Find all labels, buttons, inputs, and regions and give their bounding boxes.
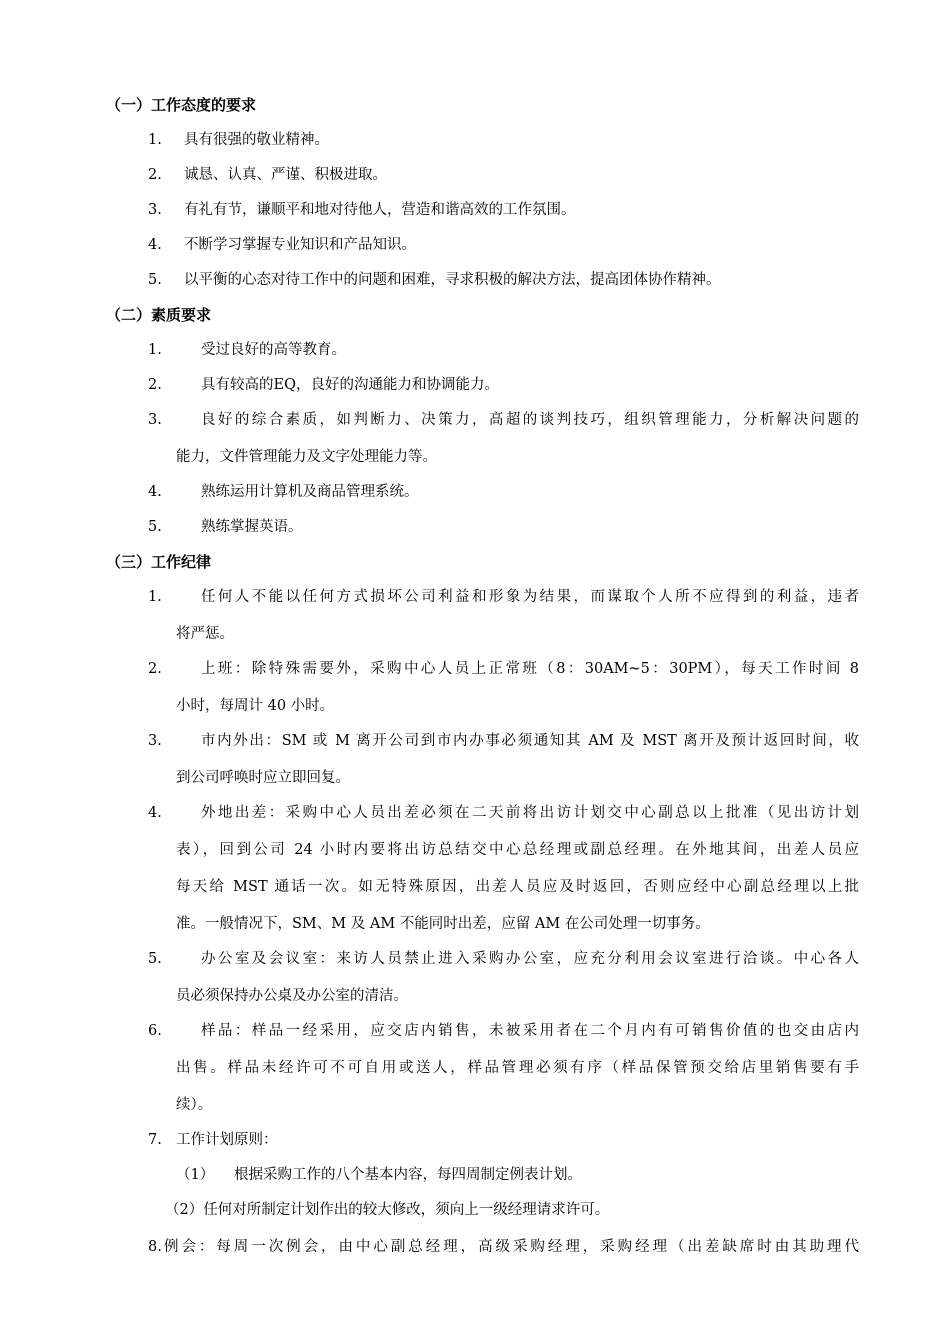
s1-item-2-text: 诚恳、认真、严谨、积极进取。 [184, 167, 387, 183]
s1-item-4-text: 不断学习掌握专业知识和产品知识。 [184, 237, 416, 253]
section-3-title: （三）工作纪律 [106, 553, 212, 571]
s3-item-5-num: 5. [148, 951, 162, 967]
s2-item-3-num: 3. [148, 412, 162, 428]
s1-item-3-text: 有礼有节，谦顺平和地对待他人，营造和谐高效的工作氛围。 [184, 202, 576, 218]
s3-item-7-num: 7. [148, 1132, 162, 1148]
s3-item-8-text: 例会：每周一次例会，由中心副总经理，高级采购经理，采购经理（出差缺席时由其助理代 [164, 1239, 859, 1255]
s3-item-2-num: 2. [148, 661, 162, 677]
s3-item-4-line-1: 外地出差：采购中心人员出差必须在二天前将出访计划交中心副总以上批准（见出访计划 [201, 805, 859, 821]
s3-item-3-line-2: 到公司呼唤时应立即回复。 [176, 770, 350, 786]
s2-item-1-num: 1. [148, 342, 162, 358]
s3-item-6-line-1: 样品：样品一经采用，应交店内销售，未被采用者在二个月内有可销售价值的也交由店内 [201, 1023, 859, 1039]
s2-item-3-line-2: 能力，文件管理能力及文字处理能力等。 [176, 449, 437, 465]
s2-item-5-text: 熟练掌握英语。 [201, 519, 303, 535]
s3-item-3-num: 3. [148, 733, 162, 749]
s1-item-4-num: 4. [148, 237, 162, 253]
s1-item-1-text: 具有很强的敬业精神。 [184, 132, 329, 148]
s3-item-1-line-1: 任何人不能以任何方式损坏公司利益和形象为结果，而谋取个人所不应得到的利益，违者 [201, 589, 859, 605]
s3-item-5-line-1: 办公室及会议室：来访人员禁止进入采购办公室，应充分利用会议室进行洽谈。中心各人 [201, 951, 859, 967]
s3-item-1-num: 1. [148, 589, 162, 605]
s3-subitem-1-text: 根据采购工作的八个基本内容，每四周制定例表计划。 [234, 1167, 582, 1183]
s3-item-6-line-3: 续）。 [176, 1097, 213, 1113]
s2-item-1-text: 受过良好的高等教育。 [201, 342, 346, 358]
s1-item-5-num: 5. [148, 272, 162, 288]
s3-item-4-line-2: 表），回到公司 24 小时内要将出访总结交中心总经理或副总经理。在外地其间，出差人员应 [176, 842, 859, 858]
s3-item-3-line-1: 市内外出：SM 或 M 离开公司到市内办事必须通知其 AM 及 MST 离开及预计返回时间，收 [201, 733, 859, 749]
s2-item-3-line-1: 良好的综合素质，如判断力、决策力，高超的谈判技巧，组织管理能力，分析解决问题的 [201, 412, 859, 428]
s3-item-1-line-2: 将严惩。 [176, 626, 234, 642]
s3-subitem-1-num: （1） [176, 1167, 215, 1183]
s3-item-5-line-2: 员必须保持办公桌及办公室的清洁。 [176, 988, 408, 1004]
s3-item-2-line-1: 上班：除特殊需要外，采购中心人员上正常班（8：30AM~5：30PM），每天工作时间 8 [201, 661, 859, 677]
s3-item-6-num: 6. [148, 1023, 162, 1039]
s3-subitem-2-text: （2）任何对所制定计划作出的较大修改，须向上一级经理请求许可。 [165, 1202, 610, 1218]
section-2-title: （二）素质要求 [106, 306, 212, 324]
s2-item-4-num: 4. [148, 484, 162, 500]
s1-item-3-num: 3. [148, 202, 162, 218]
s3-item-2-line-2: 小时，每周计 40 小时。 [176, 698, 335, 714]
s3-item-4-line-3: 每天给 MST 通话一次。如无特殊原因，出差人员应及时返回，否则应经中心副总经理以上批 [176, 879, 859, 895]
s2-item-4-text: 熟练运用计算机及商品管理系统。 [201, 484, 419, 500]
s2-item-2-num: 2. [148, 377, 162, 393]
s3-item-7-text: 工作计划原则： [176, 1132, 278, 1148]
s1-item-5-text: 以平衡的心态对待工作中的问题和困难，寻求积极的解决方法，提高团体协作精神。 [184, 272, 721, 288]
s1-item-2-num: 2. [148, 167, 162, 183]
s3-item-4-line-4: 准。一般情况下，SM、M 及 AM 不能同时出差，应留 AM 在公司处理一切事务。 [176, 916, 710, 932]
s2-item-2-text: 具有较高的EQ，良好的沟通能力和协调能力。 [201, 377, 499, 393]
s1-item-1-num: 1. [148, 132, 162, 148]
s3-item-4-num: 4. [148, 805, 162, 821]
s3-item-8-num: 8. [148, 1239, 162, 1255]
section-1-title: （一）工作态度的要求 [106, 96, 257, 114]
s3-item-6-line-2: 出售。样品未经许可不可自用或送人，样品管理必须有序（样品保管预交给店里销售要有手 [176, 1060, 859, 1076]
s2-item-5-num: 5. [148, 519, 162, 535]
